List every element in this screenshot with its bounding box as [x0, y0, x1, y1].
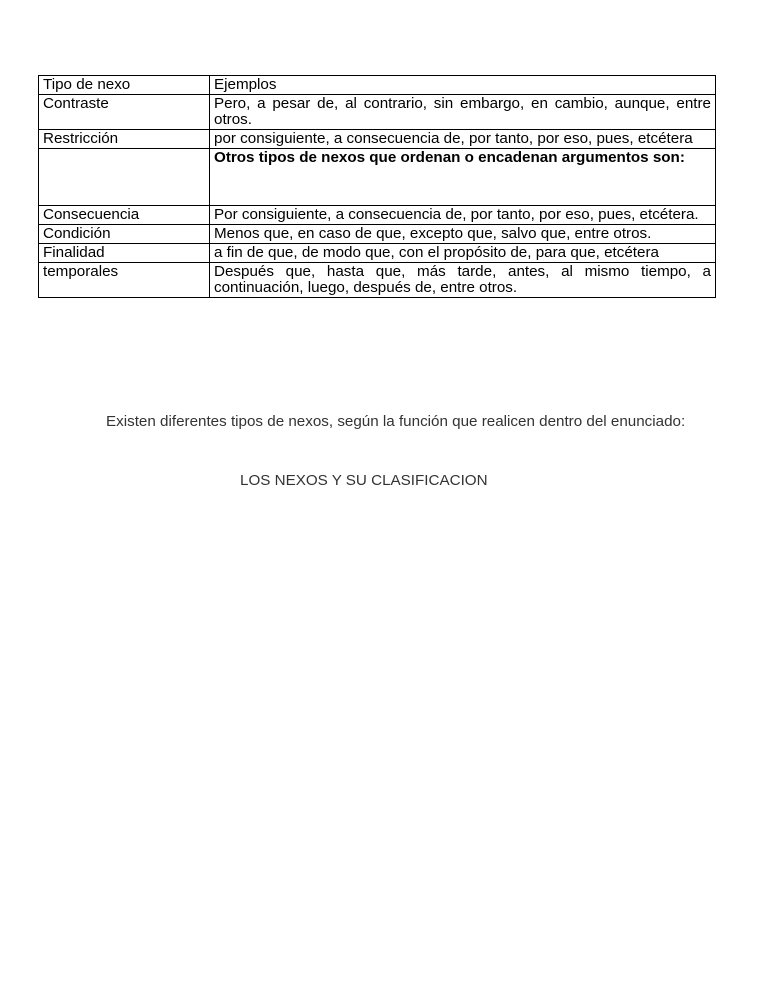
- section-heading-row: [39, 149, 716, 206]
- row-examples-cell: Pero, a pesar de, al contrario, sin embargo, en cambio, aunque, entre otros.: [210, 95, 716, 130]
- section-heading-cell: Otros tipos de nexos que ordenan o encadenan argumentos son:: [210, 149, 716, 206]
- table-row: [39, 244, 716, 263]
- row-type-cell: temporales: [39, 263, 210, 298]
- nexos-table: [38, 75, 716, 298]
- row-type-cell: Finalidad: [39, 244, 210, 263]
- table-row: [39, 130, 716, 149]
- page-title: LOS NEXOS Y SU CLASIFICACION: [240, 472, 488, 489]
- table-row: [39, 206, 716, 225]
- table-row: [39, 95, 716, 130]
- row-examples-cell: Después que, hasta que, más tarde, antes, al mismo tiempo, a continuación, luego, después de, entre otros.: [210, 263, 716, 298]
- row-examples-cell: Por consiguiente, a consecuencia de, por tanto, por eso, pues, etcétera.: [210, 206, 716, 225]
- header-examples-cell: Ejemplos: [210, 76, 716, 95]
- row-examples-cell: a fin de que, de modo que, con el propósito de, para que, etcétera: [210, 244, 716, 263]
- row-type-cell: Condición: [39, 225, 210, 244]
- row-examples-cell: por consiguiente, a consecuencia de, por tanto, por eso, pues, etcétera: [210, 130, 716, 149]
- table-row: [39, 225, 716, 244]
- table-row: [39, 263, 716, 298]
- table-header-row: [39, 76, 716, 95]
- row-type-cell: Consecuencia: [39, 206, 210, 225]
- section-empty-cell: [39, 149, 210, 206]
- intro-paragraph: Existen diferentes tipos de nexos, según la función que realicen dentro del enunciado:: [106, 413, 686, 430]
- header-type-cell: Tipo de nexo: [39, 76, 210, 95]
- row-type-cell: Contraste: [39, 95, 210, 130]
- row-examples-cell: Menos que, en caso de que, excepto que, salvo que, entre otros.: [210, 225, 716, 244]
- row-type-cell: Restricción: [39, 130, 210, 149]
